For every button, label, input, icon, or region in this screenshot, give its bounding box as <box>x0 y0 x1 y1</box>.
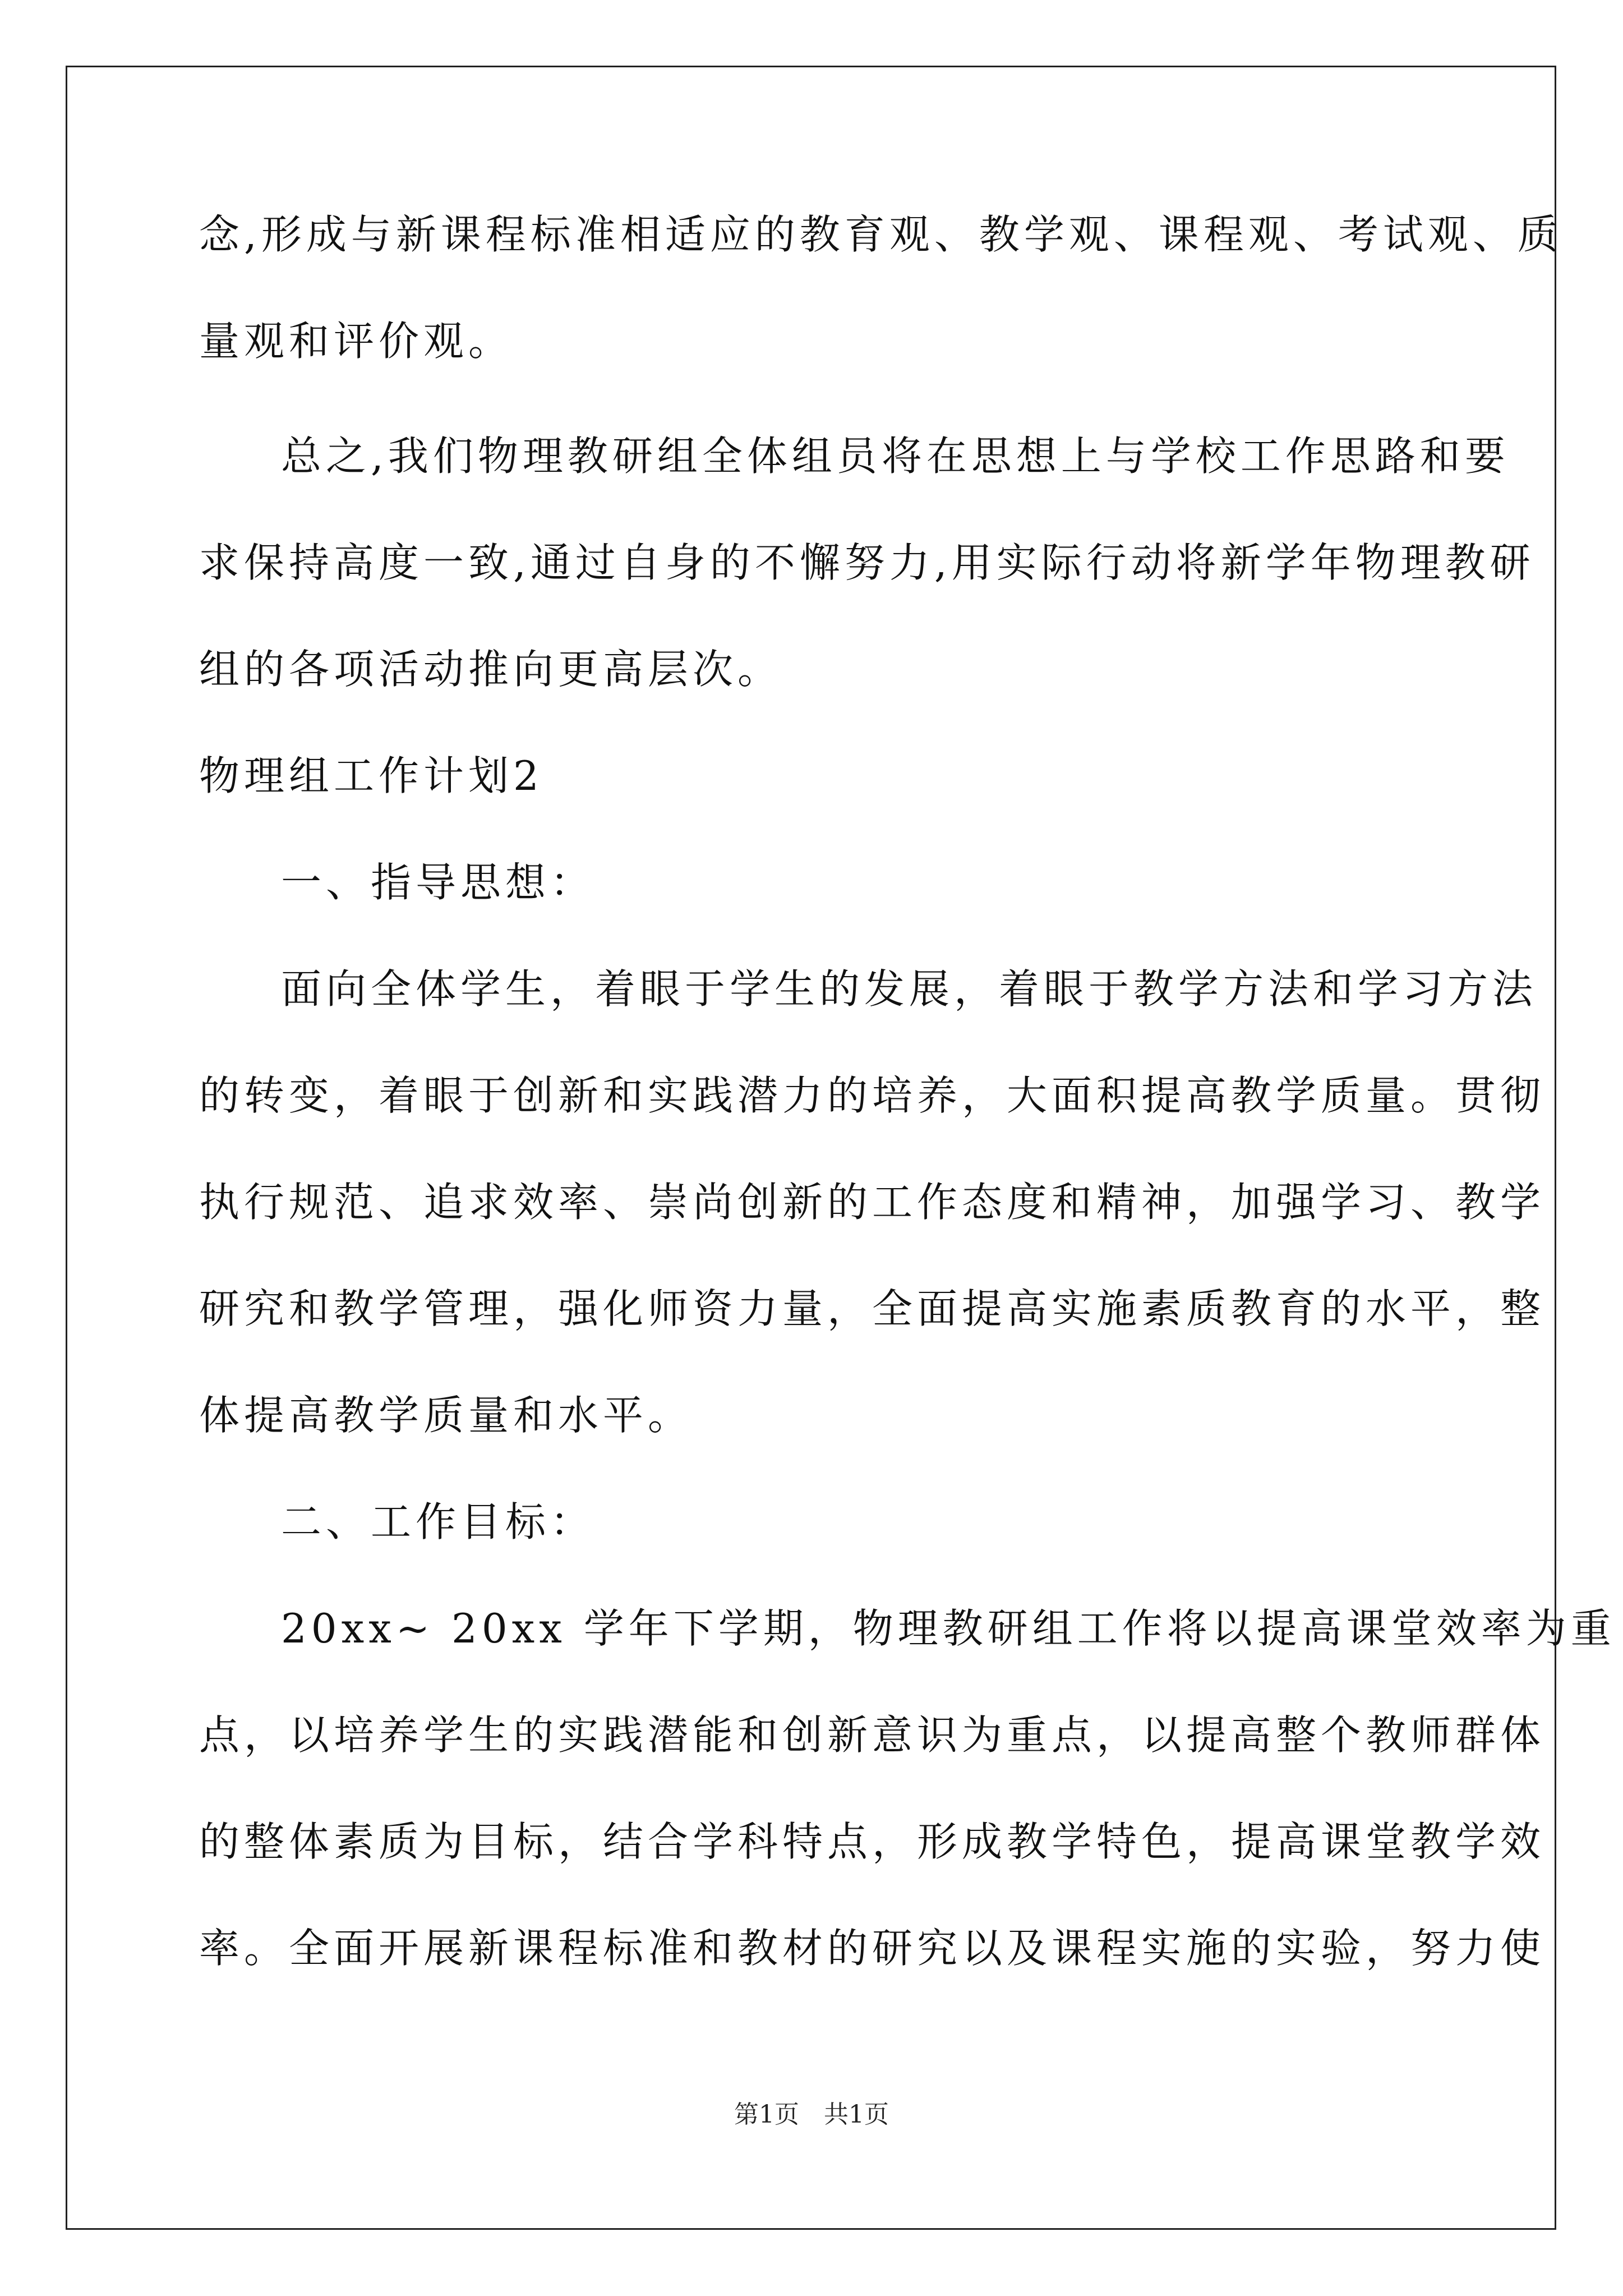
page-border <box>66 66 1556 2230</box>
section-heading: 二、工作目标： <box>281 1498 596 1545</box>
text-line: 点，以培养学生的实践潜能和创新意识为重点，以提高整个教师群体 <box>199 1711 1546 1759</box>
page-number-footer: 第1页 共1页 <box>734 2100 889 2129</box>
text-line: 执行规范、追求效率、崇尚创新的工作态度和精神，加强学习、教学 <box>199 1179 1546 1226</box>
section-title: 物理组工作计划2 <box>199 752 543 799</box>
paragraph-start-line: 20xx~ 20xx 学年下学期，物理教研组工作将以提高课堂效率为重 <box>281 1605 1616 1652</box>
paragraph-start-line: 面向全体学生，着眼于学生的发展，着眼于教学方法和学习方法 <box>281 965 1538 1013</box>
text-line: 研究和教学管理，强化师资力量，全面提高实施素质教育的水平，整 <box>199 1285 1546 1332</box>
section-heading: 一、指导思想： <box>281 859 596 906</box>
text-line: 量观和评价观。 <box>199 318 514 365</box>
text-line: 体提高教学质量和水平。 <box>199 1392 693 1439</box>
text-line: 组的各项活动推向更高层次。 <box>199 646 783 693</box>
text-line: 求保持高度一致,通过自身的不懈努力,用实际行动将新学年物理教研 <box>199 539 1535 586</box>
text-line: 念,形成与新课程标准相适应的教育观、教学观、课程观、考试观、质 <box>199 211 1562 258</box>
text-line: 的整体素质为目标，结合学科特点，形成教学特色，提高课堂教学效 <box>199 1818 1546 1865</box>
text-line: 的转变，着眼于创新和实践潜力的培养，大面积提高教学质量。贯彻 <box>199 1072 1546 1119</box>
paragraph-start-line: 总之,我们物理教研组全体组员将在思想上与学校工作思路和要 <box>281 432 1510 480</box>
text-line: 率。全面开展新课程标准和教材的研究以及课程实施的实验，努力使 <box>199 1925 1546 1972</box>
